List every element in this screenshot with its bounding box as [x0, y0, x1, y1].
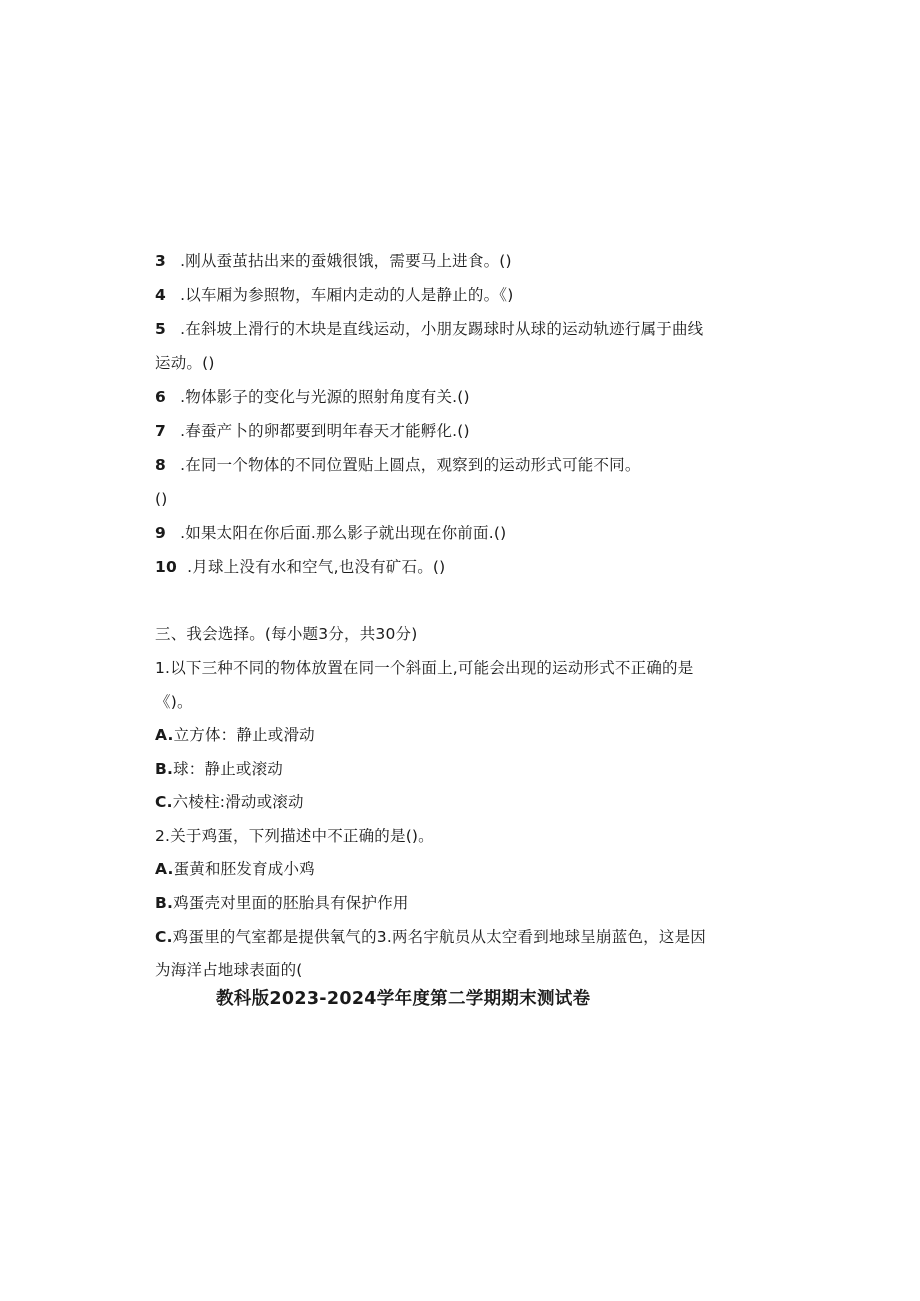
judgment-q7	[155, 421, 470, 441]
question-number: 10	[155, 558, 177, 576]
question-number: 6	[155, 388, 166, 406]
question-text: .刚从蚕茧拈出来的蚕娥很饿，需要马上进食。()	[180, 252, 512, 270]
judgment-q9	[155, 523, 506, 543]
question-number: 3	[155, 252, 166, 270]
judgment-q5-continuation: 运动。()	[155, 354, 215, 372]
option-text: 鸡蛋里的气室都是提供氧气的3.两名宇航员从太空看到地球呈崩蓝色，这是因	[172, 928, 706, 946]
question-text: .在斜坡上滑行的木块是直线运动，小朋友踢球时从球的运动轨迹行属于曲线	[180, 320, 704, 338]
question-text: .如果太阳在你后面.那么影子就出现在你前面.()	[180, 524, 507, 542]
option-letter: C.	[155, 793, 173, 811]
option-letter: A.	[155, 860, 174, 878]
question-text: .在同一个物体的不同位置贴上圆点，观察到的运动形式可能不同。	[180, 456, 641, 474]
section-heading: 三、我会选择。(每小题3分，共30分)	[155, 625, 418, 643]
question-text: .月球上没有水和空气,也没有矿石。()	[187, 558, 446, 576]
judgment-q3	[155, 251, 512, 271]
question-text: .春蚕产卜的卵都要到明年春天才能孵化.()	[180, 422, 470, 440]
question-number: 4	[155, 286, 166, 304]
option-text: 六棱柱:滑动或滚动	[172, 793, 304, 811]
judgment-q10	[155, 557, 445, 577]
document-title: 教科版2023-2024学年度第二学期期末测试卷	[216, 989, 591, 1009]
judgment-q8-continuation: ()	[155, 490, 168, 508]
judgment-q5	[155, 319, 703, 339]
option-text: 鸡蛋壳对里面的胚胎具有保护作用	[173, 894, 409, 912]
choice-q1-stem-continuation: 《)。	[155, 693, 193, 711]
judgment-q8	[155, 455, 641, 475]
judgment-q6	[155, 387, 470, 407]
judgment-q4	[155, 285, 513, 305]
option-text: 立方体：静止或滑动	[173, 726, 315, 744]
question-text: .物体影子的变化与光源的照射角度有关.()	[180, 388, 470, 406]
choice-q2-stem: 2.关于鸡蛋，下列描述中不正确的是()。	[155, 827, 434, 845]
choice-q2-option-b	[155, 893, 409, 913]
option-text: 蛋黄和胚发育成小鸡	[173, 860, 315, 878]
choice-q1-option-b	[155, 759, 283, 779]
option-letter: B.	[155, 760, 174, 778]
choice-q1-option-a	[155, 725, 315, 745]
option-letter: A.	[155, 726, 174, 744]
choice-q2-trailing-text: 为海洋占地球表面的(	[155, 961, 303, 979]
question-text: .以车厢为参照物，车厢内走动的人是静止的。《)	[180, 286, 514, 304]
option-text: 球：静止或滚动	[173, 760, 284, 778]
option-letter: B.	[155, 894, 174, 912]
option-letter: C.	[155, 928, 173, 946]
question-number: 7	[155, 422, 166, 440]
question-number: 5	[155, 320, 166, 338]
question-number: 8	[155, 456, 166, 474]
choice-q2-option-c	[155, 927, 706, 947]
choice-q1-option-c	[155, 792, 304, 812]
question-number: 9	[155, 524, 166, 542]
choice-q1-stem: 1.以下三种不同的物体放置在同一个斜面上,可能会出现的运动形式不正确的是	[155, 659, 694, 677]
choice-q2-option-a	[155, 859, 315, 879]
